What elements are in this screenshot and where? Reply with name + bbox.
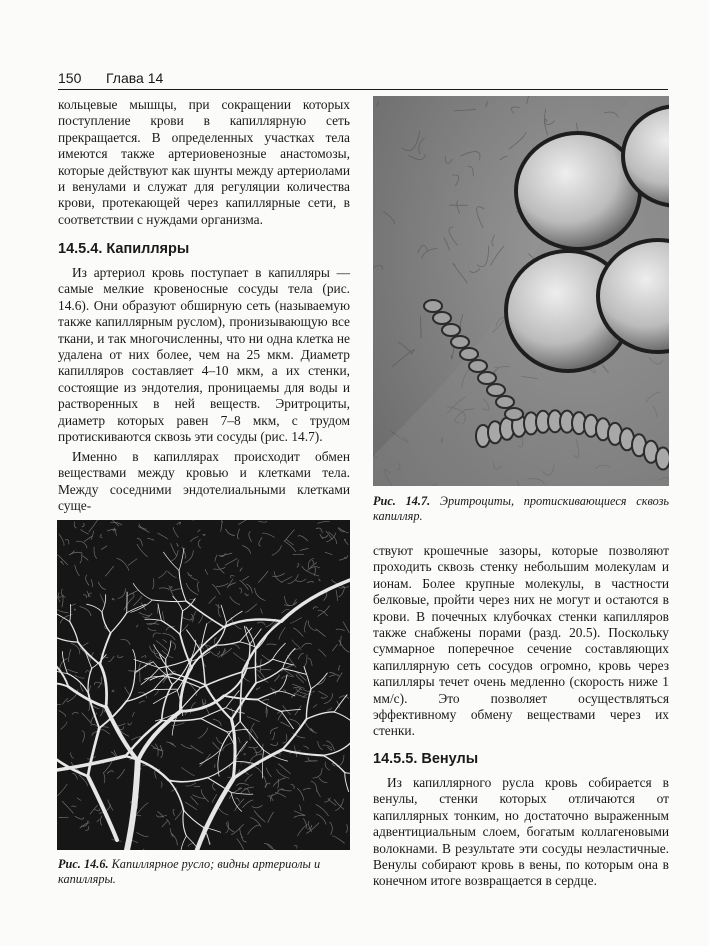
section-title-venules: 14.5.5. Венулы xyxy=(373,751,479,767)
header-rule xyxy=(58,89,668,90)
figure-14-7-caption-text: Эритроциты, протискивающиеся сквозь капилляр. xyxy=(373,494,669,523)
left-paragraph-1: кольцевые мышцы, при сокращении которых поступление крови в капиллярную сеть прекращается. В определенных участках тела имеются также артериовенозные анастомозы, которые действуют как шунты между артериолами и венулами и служат для регуляции количества крови, протекающей через капиллярные сети, в соответствии с нуждами организма. xyxy=(58,97,350,227)
figure-14-6-caption-text: Капиллярное русло; видны артериолы и капилляры. xyxy=(58,857,321,886)
right-paragraph-2: Из капиллярного русла кровь собирается в венулы, стенки которых отличаются от капиллярных тонким, но достаточно выраженным адвентициальным слоем, богатым коллагеновыми волокнами. В результате эти сосуды неэластичные. Венулы собирают кровь в вены, по которым она в конечном итоге возвращается в сердце. xyxy=(373,775,669,889)
right-paragraph-1: ствуют крошечные зазоры, которые позволяют проходить сквозь стенку небольшим молекулам и ионам. Более крупные молекулы, в частности белковые, пройти через них не могут и остаются в крови. В почечных клубочках стенки капилляров также снабжены порами (разд. 20.5). Поскольку суммарное поперечное сечение составляющих капиллярную сеть сосудов огромно, кровь через капилляры течет очень медленно (скорость ниже 1 мм/с). Это позволяет осуществляться эффективному обмену веществами через их стенки. xyxy=(373,543,669,739)
figure-14-6-label: Рис. 14.6. xyxy=(58,857,109,871)
left-paragraph-2: Из артериол кровь поступает в капилляры — самые мелкие кровеносные сосуды тела (рис. 14.6). Они образуют обширную сеть (называемую также капиллярным руслом), пронизывающую все ткани, и так многочисленны, что ни одна клетка не удалена от них более, чем на 25 мкм. Диаметр капилляров составляет 4–10 мкм, а их стенки, состоящие из эндотелия, проницаемы для воды и растворенных в ней веществ. Эритроциты, диаметр которых равен 7–8 мкм, с трудом протискиваются сквозь эти сосуды (рис. 14.7). xyxy=(58,265,350,445)
figure-erythrocytes xyxy=(373,96,669,486)
chapter-title: Глава 14 xyxy=(106,70,164,86)
figure-14-6-caption xyxy=(58,857,350,887)
figure-14-7-label: Рис. 14.7. xyxy=(373,494,431,508)
erythrocytes-image xyxy=(373,96,669,486)
page-number: 150 xyxy=(58,70,82,86)
page-header xyxy=(58,70,668,86)
figure-capillary-bed xyxy=(57,520,350,850)
figure-14-7-caption xyxy=(373,494,669,524)
section-title-capillaries: 14.5.4. Капилляры xyxy=(58,241,190,257)
capillary-bed-image xyxy=(57,520,350,850)
left-paragraph-3: Именно в капиллярах происходит обмен веществами между кровью и клетками тела. Между соседними эндотелиальными клетками суще- xyxy=(58,449,350,514)
